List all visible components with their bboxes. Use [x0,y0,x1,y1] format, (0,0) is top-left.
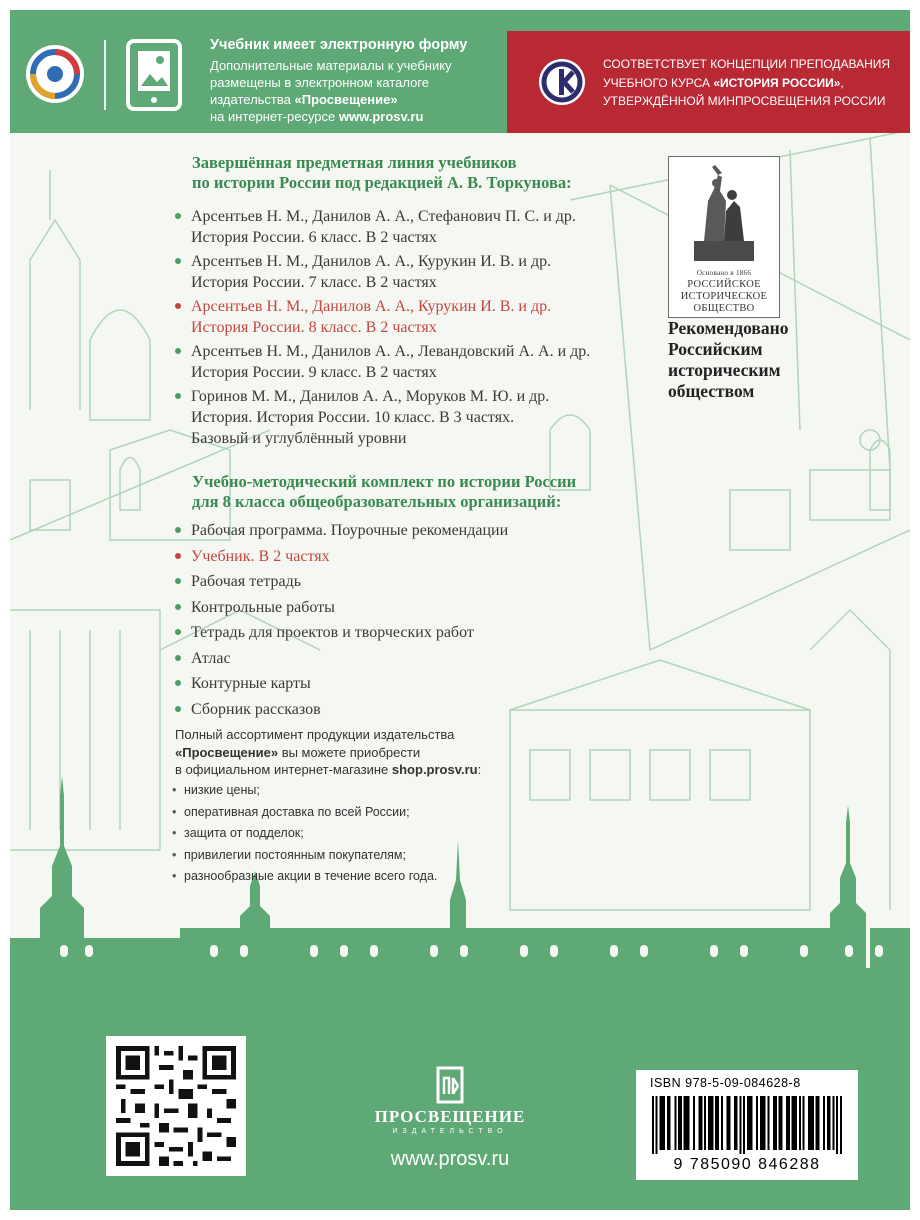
barcode-bar [818,1096,820,1150]
isbn-barcode-box [636,1070,858,1180]
barcode-icon [652,1096,842,1154]
series-heading: Завершённая предметная линия учебников по истории России под редакцией А. В. Торкунова: [192,153,572,192]
list-item-current: Учебник. В 2 частях [174,546,624,567]
barcode-bar [736,1096,738,1150]
barcode-bar [710,1096,712,1150]
barcode-bar [687,1096,689,1150]
barcode-bar [715,1096,717,1150]
publisher-subtitle: ИЗДАТЕЛЬСТВО [392,1128,508,1135]
barcode-bar [661,1096,663,1150]
eform-line: размещены в электронном каталоге [210,75,430,90]
barcode-bar [829,1096,831,1150]
barcode-bar [836,1096,838,1154]
barcode-bar [832,1096,834,1150]
barcode-bar [726,1096,728,1150]
rio-caption-line: РОССИЙСКОЕ [687,279,761,290]
barcode-bar [799,1096,801,1150]
barcode-bar [743,1096,745,1154]
barcode-bar [760,1096,762,1150]
prosv-logo-icon [436,1066,464,1104]
list-item: Рабочая программа. Поурочные рекомендации [174,520,624,541]
barcode-bar [734,1096,736,1150]
barcode-bar [667,1096,669,1150]
prosv-link[interactable]: www.prosv.ru [338,109,424,124]
barcode-bar [751,1096,753,1150]
barcode-bar [728,1096,730,1150]
topbar-divider [104,40,106,110]
qr-code[interactable] [106,1036,246,1176]
book-back-cover [10,10,910,1210]
barcode-bar [685,1096,687,1150]
prosv-eform-logo-icon [24,43,86,105]
barcode-bar [764,1096,766,1150]
list-item-current: Арсентьев Н. М., Данилов А. А., Курукин И. В. и др. История России. 8 класс. В 2 частях [174,296,654,338]
list-item: Арсентьев Н. М., Данилов А. А., Курукин И. В. и др. История России. 7 класс. В 2 частях [174,251,654,293]
barcode-bar [812,1096,814,1150]
shop-benefits-list [170,780,437,888]
barcode-bar [656,1096,658,1154]
list-item: Контурные карты [174,673,624,694]
barcode-bar [712,1096,714,1150]
barcode-bar [749,1096,751,1150]
concept-text [603,55,903,111]
list-item: Сборник рассказов [174,699,624,720]
barcode-bar [808,1096,810,1150]
barcode-bar [793,1096,795,1150]
rio-caption-line: ОБЩЕСТВО [693,303,755,314]
barcode-bar [674,1096,676,1150]
isbn-label: ISBN 978-5-09-084628-8 [650,1076,801,1090]
list-item: • низкие цены; [170,780,437,802]
barcode-bar [708,1096,710,1150]
barcode-bar [786,1096,788,1150]
barcode-bar [659,1096,661,1150]
eform-line: Дополнительные материалы к учебнику [210,58,452,73]
rio-caption-line: ИСТОРИЧЕСКОЕ [680,291,768,302]
minin-pozharsky-monument-icon [684,165,764,261]
concept-line: УТВЕРЖДЁННОЙ МИНПРОСВЕЩЕНИЯ РОССИИ [603,94,886,108]
barcode-bar [788,1096,790,1150]
publisher-name: ПРОСВЕЩЕНИЕ [374,1107,526,1126]
kit-heading: Учебно-методический комплект по истории России для 8 класса общеобразовательных организаций: [192,472,577,511]
eform-title: Учебник имеет электронную форму [210,37,468,53]
list-item: Атлас [174,648,624,669]
rio-founded: Основано в 1866 [696,269,752,277]
barcode-bar [810,1096,812,1150]
list-item: Горинов М. М., Данилов А. А., Моруков М. Ю. и др. История. История России. 10 класс. В 3 частях. Базовый и углублённый уровни [174,386,654,449]
sk-stamp-icon [537,57,587,107]
list-item: Рабочая тетрадь [174,571,624,592]
list-item: • защита от подделок; [170,823,437,845]
list-item: Арсентьев Н. М., Данилов А. А., Левандовский А. А. и др. История России. 9 класс. В 2 частях [174,341,654,383]
barcode-bar [827,1096,829,1150]
barcode-bar [699,1096,701,1150]
barcode-bar [756,1096,758,1150]
barcode-bar [739,1096,741,1154]
barcode-bar [700,1096,702,1150]
barcode-bar [684,1096,686,1150]
eform-line: издательства «Просвещение» [210,92,398,107]
list-item: • разнообразные акции в течение всего года. [170,866,437,888]
barcode-bar [704,1096,706,1150]
barcode-bar [775,1096,777,1150]
barcode-bar [823,1096,825,1150]
tablet-ebook-icon [125,38,183,112]
list-item: Контрольные работы [174,597,624,618]
list-item: • оперативная доставка по всей России; [170,802,437,824]
barcode-bar [747,1096,749,1150]
barcode-bar [803,1096,805,1150]
barcode-bar [778,1096,780,1150]
eform-description [210,57,510,125]
barcode-bar [780,1096,782,1150]
recommended-text: Рекомендовано Российским историческим обществом [668,318,789,401]
barcode-bar [669,1096,671,1150]
barcode-bar [767,1096,769,1150]
barcode-bar [795,1096,797,1150]
eform-line: на интернет-ресурсе www.prosv.ru [210,109,424,124]
barcode-bar [717,1096,719,1150]
barcode-bar [652,1096,654,1154]
publisher-url[interactable]: www.prosv.ru [390,1148,510,1170]
concept-line: УЧЕБНОГО КУРСА «ИСТОРИЯ РОССИИ», [603,75,844,90]
barcode-bar [663,1096,665,1150]
barcode-bar [762,1096,764,1150]
list-item: Арсентьев Н. М., Данилов А. А., Стефанович П. С. и др. История России. 6 класс. В 2 частях [174,206,654,248]
series-list [174,206,654,452]
barcode-digits: 9 785090 846288 [673,1156,821,1173]
barcode-bar [840,1096,842,1154]
concept-line: СООТВЕТСТВУЕТ КОНЦЕПЦИИ ПРЕПОДАВАНИЯ [603,57,891,71]
list-item: • привилегии постоянным покупателям; [170,845,437,867]
qr-code-icon [116,1046,236,1166]
barcode-bar [773,1096,775,1150]
barcode-bar [678,1096,680,1150]
kit-list [174,520,624,724]
barcode-bar [721,1096,723,1150]
barcode-bar [792,1096,794,1150]
barcode-bar [693,1096,695,1150]
rio-emblem [668,156,780,318]
barcode-bar [680,1096,682,1150]
barcode-bar [816,1096,818,1150]
list-item: Тетрадь для проектов и творческих работ [174,622,624,643]
shop-intro: Полный ассортимент продукции издательства «Просвещение» вы можете приобрести в официальном интернет-магазине shop.prosv.ru: [175,727,482,777]
shop-link[interactable]: shop.prosv.ru [391,762,478,777]
